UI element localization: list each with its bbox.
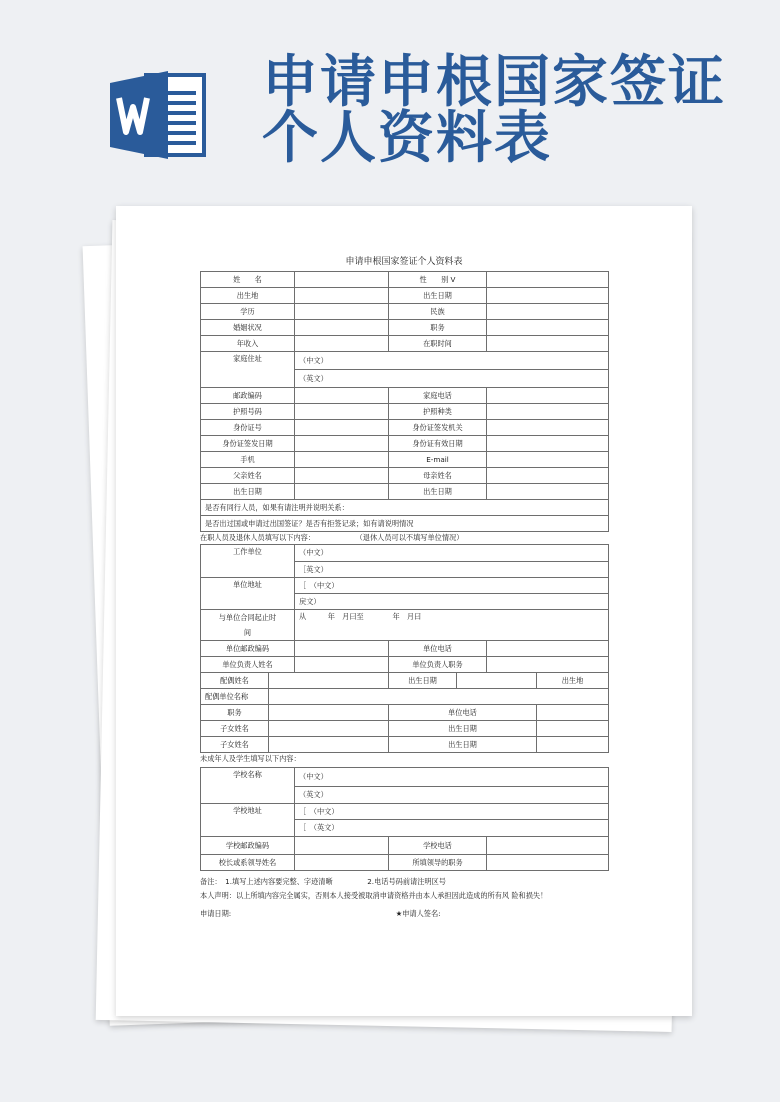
cell-label: 出生日期 bbox=[389, 288, 487, 304]
contract-period-field[interactable]: 从 年 月曰至 年 月曰 bbox=[295, 610, 609, 641]
school-address-cn-field[interactable]: ［ （中文） bbox=[295, 804, 609, 820]
cell-label: 学校电话 bbox=[389, 837, 487, 855]
school-name-label: 学校名称 bbox=[201, 768, 295, 804]
cell-label: E-mail bbox=[389, 452, 487, 468]
table-row bbox=[201, 272, 609, 288]
note-2: 2.电话号码前请注明区号 bbox=[367, 877, 446, 886]
spouse-birth-field[interactable] bbox=[457, 673, 537, 689]
table-row bbox=[201, 705, 609, 721]
cell-label: 出生日期 bbox=[389, 737, 537, 753]
table-row bbox=[201, 320, 609, 336]
cell-label: 单位电话 bbox=[389, 705, 537, 721]
cell-label: 家庭电话 bbox=[389, 388, 487, 404]
school-address-label: 学校地址 bbox=[201, 804, 295, 837]
table-row bbox=[201, 288, 609, 304]
spouse-unit-label: 配偶单位名称 bbox=[201, 689, 269, 705]
cell-value[interactable] bbox=[295, 272, 389, 288]
table-row bbox=[201, 500, 609, 516]
student-section-heading: 未成年人及学生填写以下内容： bbox=[200, 754, 301, 763]
family-info-table bbox=[200, 672, 609, 753]
signature-label: ★申请人签名: bbox=[395, 909, 441, 918]
banner bbox=[0, 0, 780, 200]
table-row bbox=[201, 304, 609, 320]
cell-label: 手机 bbox=[201, 452, 295, 468]
table-row bbox=[201, 452, 609, 468]
table-row bbox=[201, 855, 609, 871]
cell-label: 父亲姓名 bbox=[201, 468, 295, 484]
cell-label: 子女姓名 bbox=[201, 737, 269, 753]
cell-value[interactable] bbox=[295, 420, 389, 436]
work-unit-label: 工作单位 bbox=[201, 545, 295, 578]
spouse-unit-field[interactable] bbox=[269, 689, 609, 705]
cell-value[interactable] bbox=[487, 404, 609, 420]
cell-value[interactable] bbox=[487, 388, 609, 404]
cell-value[interactable] bbox=[487, 336, 609, 352]
cell-value[interactable] bbox=[295, 436, 389, 452]
table-row bbox=[201, 768, 609, 787]
cell-value[interactable] bbox=[487, 837, 609, 855]
cell-label: 学校邮政编码 bbox=[201, 837, 295, 855]
contract-period-label-line-1: 与单位合同起止时 bbox=[218, 613, 277, 622]
cell-label: 学历 bbox=[201, 304, 295, 320]
address-en-field[interactable]: （英文） bbox=[295, 370, 609, 388]
table-row bbox=[201, 468, 609, 484]
cell-value[interactable] bbox=[295, 404, 389, 420]
address-cn-field[interactable]: （中文） bbox=[295, 352, 609, 370]
table-row bbox=[201, 689, 609, 705]
table-row bbox=[201, 388, 609, 404]
table-row bbox=[201, 420, 609, 436]
contract-period-label bbox=[201, 610, 295, 641]
work-unit-cn-field[interactable]: （中文） bbox=[295, 545, 609, 562]
cell-value[interactable] bbox=[487, 641, 609, 657]
cell-label: 单位负责人姓名 bbox=[201, 657, 295, 673]
cell-value[interactable] bbox=[487, 468, 609, 484]
contract-period-label-line-2: 间 bbox=[243, 628, 252, 637]
table-row bbox=[201, 516, 609, 532]
work-heading-text: 在职人员及退休人员填写以下内容： bbox=[200, 533, 316, 542]
table-row bbox=[201, 336, 609, 352]
cell-value[interactable] bbox=[537, 721, 609, 737]
cell-label: 姓 名 bbox=[201, 272, 295, 288]
work-info-table bbox=[200, 544, 609, 673]
cell-label: 出生地 bbox=[201, 288, 295, 304]
table-row bbox=[201, 657, 609, 673]
table-row bbox=[201, 578, 609, 594]
note-line bbox=[200, 875, 608, 889]
cell-label: 单位电话 bbox=[389, 641, 487, 657]
address-label: 家庭住址 bbox=[201, 352, 295, 388]
cell-value[interactable] bbox=[487, 657, 609, 673]
table-row bbox=[201, 484, 609, 500]
cell-value[interactable] bbox=[295, 304, 389, 320]
word-document-icon bbox=[110, 65, 210, 165]
banner-title-line-1: 申请申根国家签证 bbox=[262, 49, 726, 115]
cell-value[interactable] bbox=[295, 855, 389, 871]
cell-label: 护照种类 bbox=[389, 404, 487, 420]
companion-question[interactable]: 是否有同行人员，如果有请注明并说明关系： bbox=[201, 500, 609, 516]
cell-label: 出生日期 bbox=[201, 484, 295, 500]
table-row bbox=[201, 804, 609, 820]
cell-value[interactable] bbox=[295, 336, 389, 352]
declaration: 本人声明：以上所填内容完全属实，否则本人接受被取消申请资格并由本人承担因此造成的所有风 险和损失！ bbox=[200, 891, 548, 900]
cell-value[interactable] bbox=[487, 436, 609, 452]
table-row bbox=[201, 436, 609, 452]
cell-label: 身份证签发日期 bbox=[201, 436, 295, 452]
cell-label: 婚姻状况 bbox=[201, 320, 295, 336]
cell-label: 职务 bbox=[201, 705, 269, 721]
school-name-cn-field[interactable]: （中文） bbox=[295, 768, 609, 787]
signature-line bbox=[200, 907, 608, 921]
cell-label: 出生日期 bbox=[389, 721, 537, 737]
cell-value[interactable] bbox=[537, 705, 609, 721]
cell-value[interactable] bbox=[269, 737, 389, 753]
personal-info-table bbox=[200, 271, 609, 532]
visa-history-question[interactable]: 是否出过国或申请过出国签证？是否有拒签记录；如有请说明情况 bbox=[201, 516, 609, 532]
cell-value[interactable] bbox=[487, 452, 609, 468]
cell-value[interactable] bbox=[487, 484, 609, 500]
cell-value[interactable] bbox=[537, 737, 609, 753]
cell-value[interactable] bbox=[269, 705, 389, 721]
unit-address-cn-field[interactable]: ［ （中文） bbox=[295, 578, 609, 594]
cell-value[interactable] bbox=[295, 288, 389, 304]
cell-value[interactable] bbox=[269, 721, 389, 737]
cell-label: 民族 bbox=[389, 304, 487, 320]
cell-label: 护照号码 bbox=[201, 404, 295, 420]
note-1: 备注： 1.填写上述内容要完整、字迹清晰 bbox=[200, 877, 333, 886]
form-notes bbox=[200, 875, 608, 921]
cell-label: 年收入 bbox=[201, 336, 295, 352]
cell-label: 在职时间 bbox=[389, 336, 487, 352]
work-unit-en-field[interactable]: ［英文） bbox=[295, 562, 609, 578]
cell-value[interactable] bbox=[487, 855, 609, 871]
student-info-table bbox=[200, 767, 609, 871]
cell-value[interactable] bbox=[295, 484, 389, 500]
cell-value[interactable] bbox=[295, 468, 389, 484]
work-section-heading bbox=[200, 532, 608, 544]
cell-value[interactable] bbox=[487, 320, 609, 336]
table-row bbox=[201, 837, 609, 855]
table-row bbox=[201, 404, 609, 420]
cell-label: 子女姓名 bbox=[201, 721, 269, 737]
application-form bbox=[200, 258, 608, 921]
spouse-birth-label: 出生日期 bbox=[389, 673, 457, 689]
form-title: 申请申根国家签证个人资料表 bbox=[345, 257, 463, 267]
cell-label: 所填领导的职务 bbox=[389, 855, 487, 871]
spouse-name-field[interactable] bbox=[269, 673, 389, 689]
school-address-en-field[interactable]: ［ （英文） bbox=[295, 820, 609, 837]
cell-label: 母亲姓名 bbox=[389, 468, 487, 484]
cell-label: 单位负责人职务 bbox=[389, 657, 487, 673]
cell-label: 单位邮政编码 bbox=[201, 641, 295, 657]
table-row bbox=[201, 545, 609, 562]
cell-label: 性 别 V bbox=[389, 272, 487, 288]
school-name-en-field[interactable]: （英文） bbox=[295, 787, 609, 804]
cell-value[interactable] bbox=[295, 641, 389, 657]
unit-address-label: 单位地址 bbox=[201, 578, 295, 610]
cell-value[interactable] bbox=[487, 272, 609, 288]
table-row bbox=[201, 721, 609, 737]
cell-label: 校长或系领导姓名 bbox=[201, 855, 295, 871]
table-row bbox=[201, 352, 609, 370]
cell-label: 邮政编码 bbox=[201, 388, 295, 404]
cell-label: 身份证签发机关 bbox=[389, 420, 487, 436]
unit-address-en-field[interactable]: 戻文） bbox=[295, 594, 609, 610]
cell-label: 身份证有效日期 bbox=[389, 436, 487, 452]
cell-value[interactable] bbox=[487, 420, 609, 436]
apply-date-label: 申请日期: bbox=[200, 909, 232, 918]
cell-value[interactable] bbox=[295, 388, 389, 404]
cell-value[interactable] bbox=[295, 837, 389, 855]
table-row bbox=[201, 673, 609, 689]
cell-value[interactable] bbox=[487, 304, 609, 320]
work-heading-note: （退休人员可以不填写单位情况） bbox=[355, 533, 464, 542]
table-row bbox=[201, 641, 609, 657]
banner-title-line-2: 个人资料表 bbox=[262, 105, 552, 171]
cell-value[interactable] bbox=[487, 288, 609, 304]
cell-label: 出生日期 bbox=[389, 484, 487, 500]
cell-value[interactable] bbox=[295, 657, 389, 673]
cell-label: 职务 bbox=[389, 320, 487, 336]
table-row bbox=[201, 737, 609, 753]
table-row bbox=[201, 610, 609, 641]
spouse-birthplace-label: 出生地 bbox=[537, 673, 609, 689]
cell-value[interactable] bbox=[295, 452, 389, 468]
spouse-name-label: 配偶姓名 bbox=[201, 673, 269, 689]
cell-label: 身份证号 bbox=[201, 420, 295, 436]
cell-value[interactable] bbox=[295, 320, 389, 336]
